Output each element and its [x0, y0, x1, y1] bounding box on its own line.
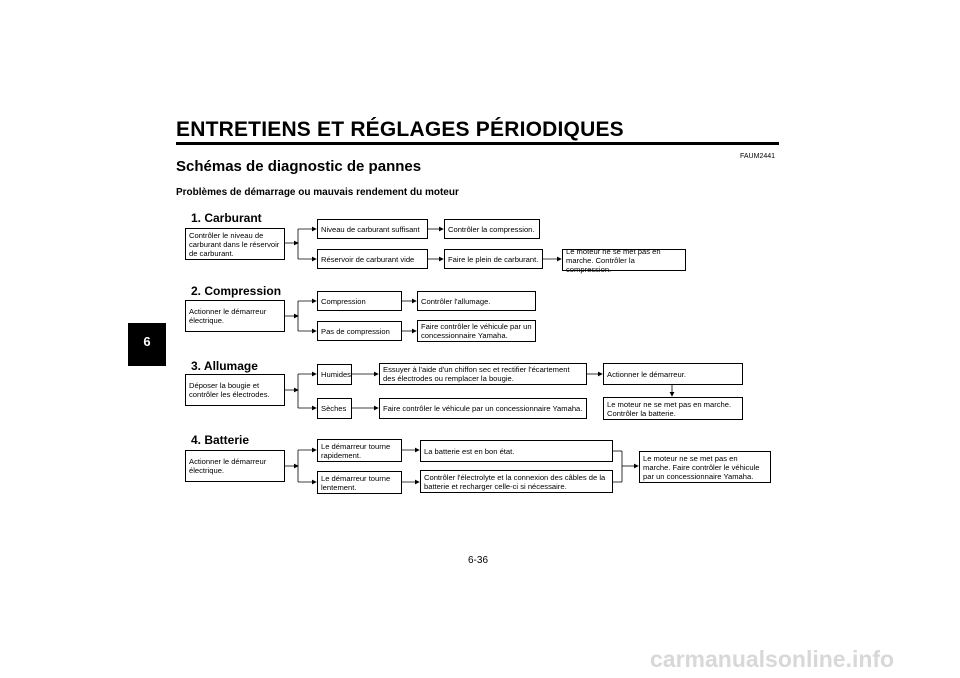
box-allumage-humides: Humides — [317, 364, 352, 385]
page-title: ENTRETIENS ET RÉGLAGES PÉRIODIQUES — [176, 118, 624, 141]
box-compression-start: Actionner le démarreur électrique. — [185, 300, 285, 332]
box-carburant-compression: Contrôler la compression. — [444, 219, 540, 239]
box-compression-none: Pas de compression — [317, 321, 402, 341]
section-title-compression: 2. Compression — [191, 284, 282, 298]
chapter-tab: 6 — [128, 323, 166, 366]
box-batterie-end: Le moteur ne se met pas en marche. Faire contrôler le véhicule par un concessionnaire Yamaha. — [639, 451, 771, 483]
box-allumage-demarreur: Actionner le démarreur. — [603, 363, 743, 385]
box-allumage-start: Déposer la bougie et contrôler les électrodes. — [185, 374, 285, 406]
box-allumage-batterie: Le moteur ne se met pas en marche. Contrôler la batterie. — [603, 397, 743, 420]
box-batterie-rapide: Le démarreur tourne rapidement. — [317, 439, 402, 462]
box-carburant-suffisant: Niveau de carburant suffisant — [317, 219, 428, 239]
box-compression-ok: Compression — [317, 291, 402, 311]
section-subheading: Problèmes de démarrage ou mauvais rendement du moteur — [176, 187, 459, 198]
box-carburant-start: Contrôler le niveau de carburant dans le réservoir de carburant. — [185, 228, 285, 260]
box-batterie-electrolyte: Contrôler l'électrolyte et la connexion des câbles de la batterie et recharger celle-ci si nécessaire. — [420, 470, 613, 493]
section-heading: Schémas de diagnostic de pannes — [176, 158, 422, 175]
box-allumage-seches: Sèches — [317, 398, 352, 419]
box-batterie-start: Actionner le démarreur électrique. — [185, 450, 285, 482]
footer-watermark: carmanualsonline.info — [650, 646, 895, 672]
box-batterie-bon-etat: La batterie est en bon état. — [420, 440, 613, 462]
box-compression-concessionnaire: Faire contrôler le véhicule par un concessionnaire Yamaha. — [417, 320, 536, 342]
box-batterie-lent: Le démarreur tourne lentement. — [317, 471, 402, 494]
box-allumage-concessionnaire: Faire contrôler le véhicule par un concessionnaire Yamaha. — [379, 398, 587, 419]
box-carburant-end: Le moteur ne se met pas en marche. Contrôler la compression. — [562, 249, 686, 271]
box-allumage-essuyer: Essuyer à l'aide d'un chiffon sec et rectifier l'écartement des électrodes ou remplacer la bougie. — [379, 363, 587, 385]
box-compression-allumage: Contrôler l'allumage. — [417, 291, 536, 311]
box-carburant-plein: Faire le plein de carburant. — [444, 249, 543, 269]
section-title-carburant: 1. Carburant — [191, 211, 262, 225]
box-carburant-vide: Réservoir de carburant vide — [317, 249, 428, 269]
page-number: 6-36 — [468, 555, 489, 566]
section-title-allumage: 3. Allumage — [191, 359, 258, 373]
section-title-batterie: 4. Batterie — [191, 433, 250, 447]
reference-code: FAUM2441 — [740, 153, 776, 160]
